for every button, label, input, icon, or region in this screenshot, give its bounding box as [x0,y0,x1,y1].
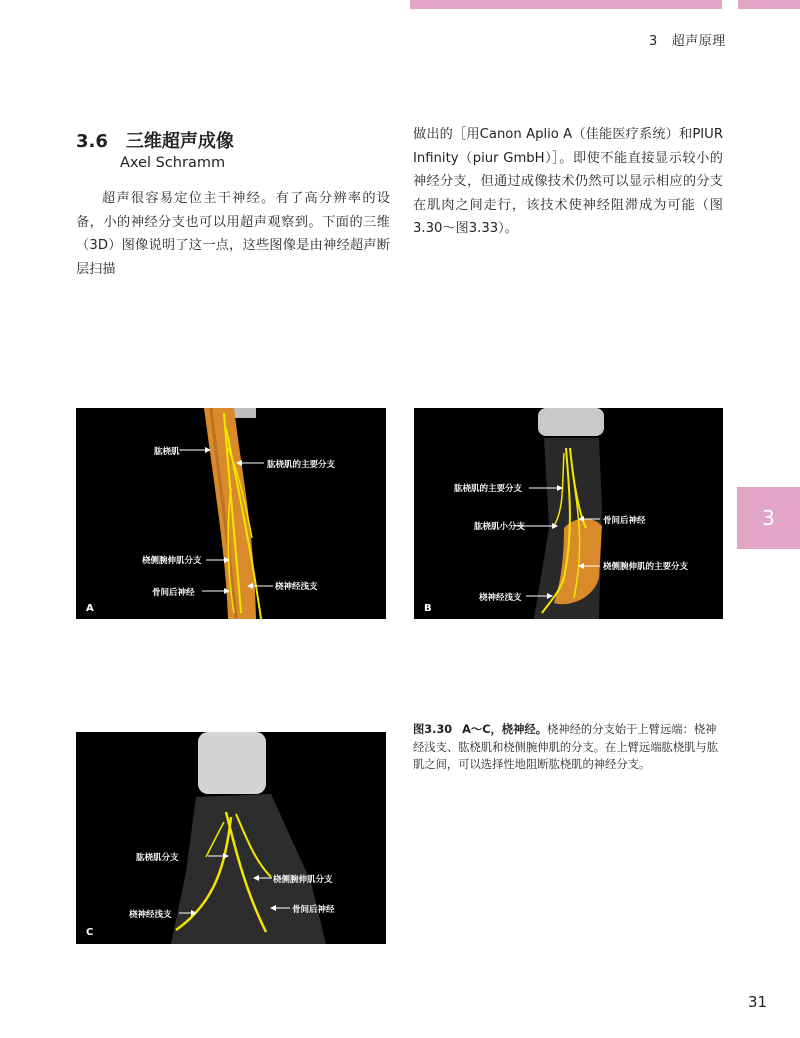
ultrasound-image-c [76,732,386,944]
figure-panel-c [76,732,386,944]
figure-caption-text: 桡神经的分支始于上臂远端：桡神经浅支、肱桡肌和桡侧腕伸肌的分支。在上臂远端肱桡肌与肱肌之间，可以选择性地阻断肱桡肌的神经分支。 [413,723,719,771]
header-accent-bar-right [738,0,800,9]
figure-caption-title: A～C，桡神经。 [462,723,547,736]
author: Axel Schramm [120,155,226,171]
label-brachioradialis-main-branch: 肱桡肌的主要分支 [454,484,523,494]
body-paragraph-right: 做出的［用Canon Aplio A（佳能医疗系统）和PIUR Infinity（piur GmbH）］。即使不能直接显示较小的神经分支，但通过成像技术仍然可以显示相应的分支在肌肉之间走行，该技术使神经阻滞成为可能（图3.30～图3.33）。 [413,127,723,236]
figure-panel-b [414,408,723,619]
label-ecr-branch: 桡侧腕伸肌分支 [142,556,202,566]
label-superficial-radial-nerve: 桡神经浅支 [479,593,522,603]
body-paragraph-left: 超声很容易定位主干神经。有了高分辨率的设备，小的神经分支也可以用超声观察到。下面的三维（3D）图像说明了这一点，这些图像是由神经超声断层扫描 [76,191,390,277]
panel-letter-a: A [86,603,94,614]
section-title-text: 三维超声成像 [125,131,234,152]
panel-letter-b: B [424,603,432,614]
running-header [649,30,726,49]
header-accent-bar [410,0,722,9]
page-number: 31 [748,993,768,1011]
ultrasound-image-b [414,408,723,619]
panel-letter-c: C [86,927,94,938]
side-tab-number: 3 [762,506,775,530]
label-posterior-interosseous-nerve: 骨间后神经 [152,588,195,598]
figure-panel-a [76,408,386,619]
label-brachioradialis-minor-branch: 肱桡肌小分支 [474,522,526,532]
ultrasound-image-a [76,408,386,619]
label-brachioradialis-branch: 肱桡肌分支 [136,853,179,863]
chapter-side-tab [737,487,800,549]
label-posterior-interosseous-nerve: 骨间后神经 [292,905,335,915]
figure-caption [413,721,725,774]
figure-number: 图3.30 [413,723,453,736]
label-ecr-branch: 桡侧腕伸肌分支 [273,875,333,885]
section-number: 3.6 [76,131,108,152]
label-ecr-main-branch: 桡侧腕伸肌的主要分支 [603,562,689,572]
chapter-title: 超声原理 [671,34,726,49]
section-title [76,127,234,153]
label-brachioradialis: 肱桡肌 [154,447,180,457]
label-superficial-radial-nerve: 桡神经浅支 [275,582,318,592]
label-superficial-radial-nerve: 桡神经浅支 [129,910,172,920]
chapter-number: 3 [649,34,658,49]
label-brachioradialis-main-branch: 肱桡肌的主要分支 [267,460,336,470]
label-posterior-interosseous-nerve: 骨间后神经 [603,516,646,526]
